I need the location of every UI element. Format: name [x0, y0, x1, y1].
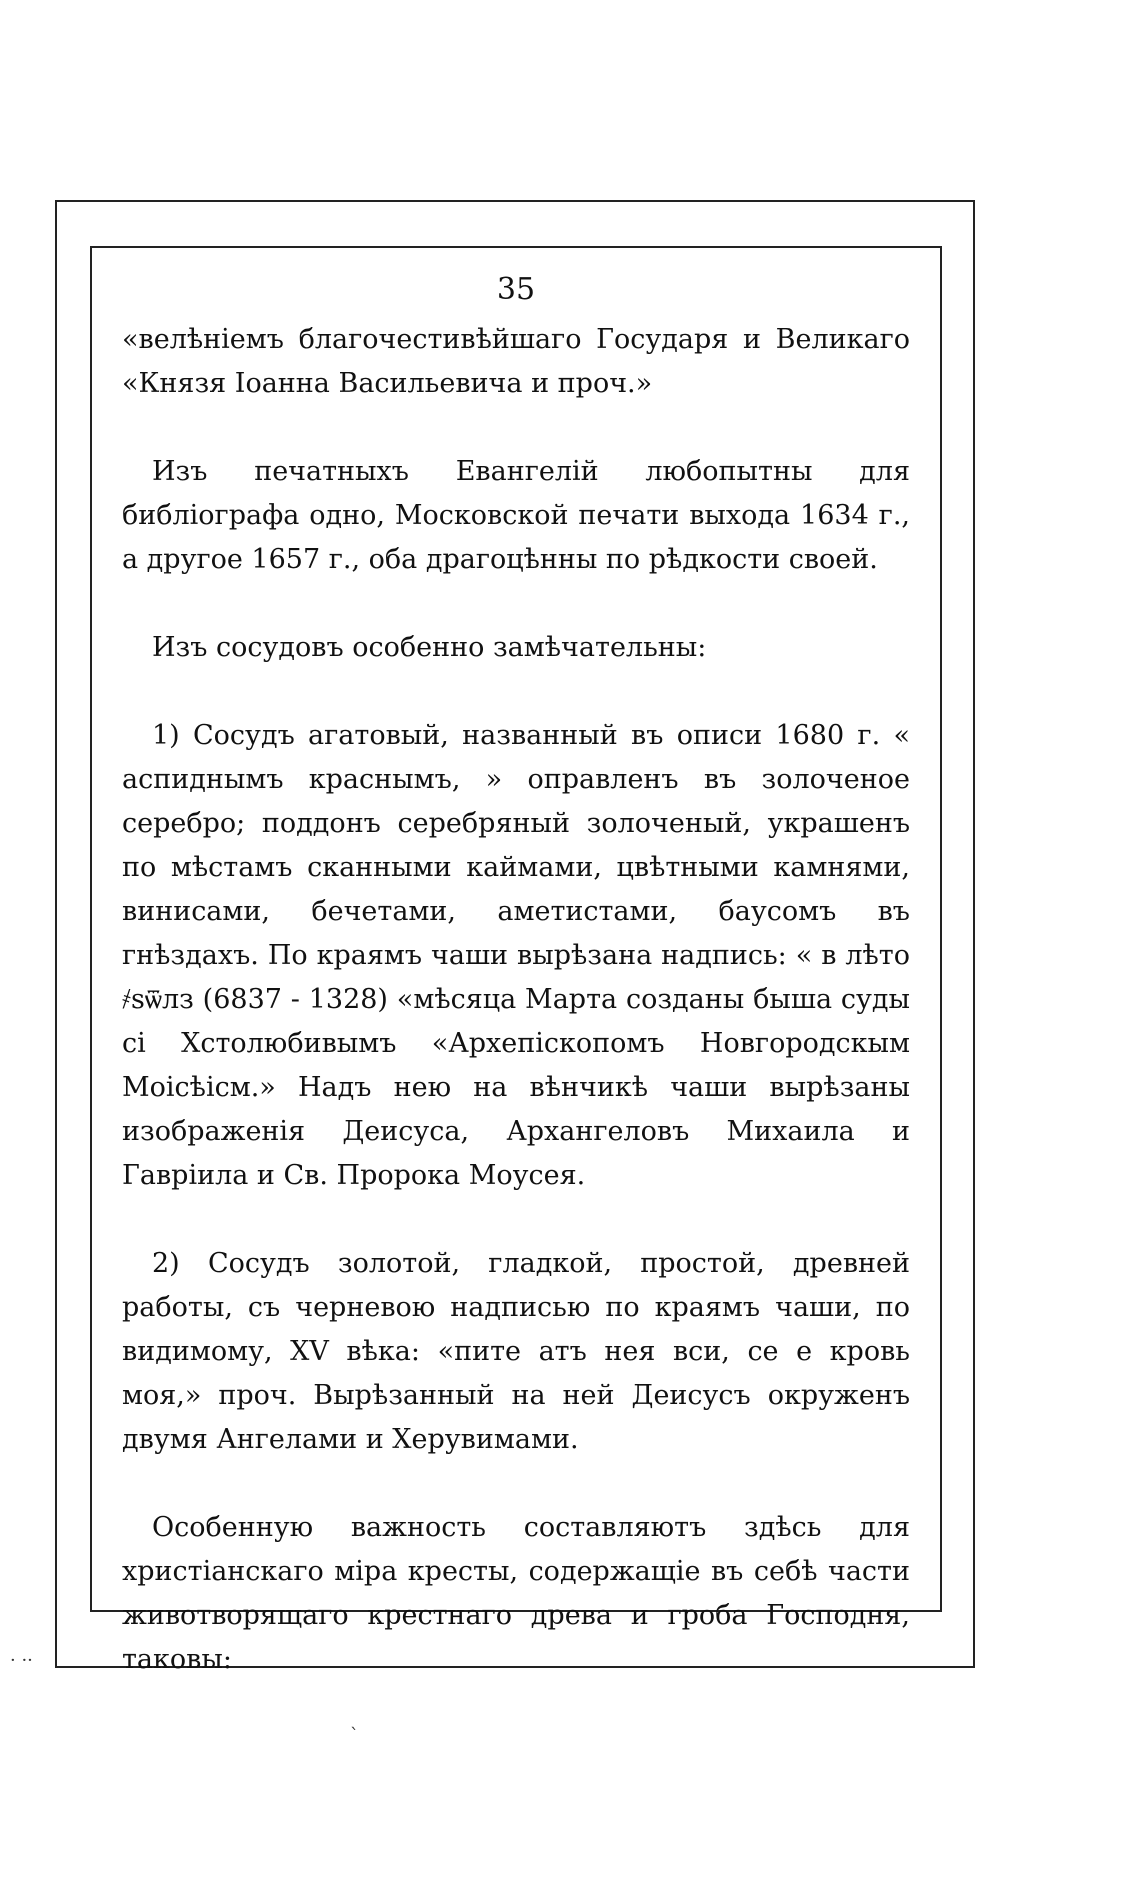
stray-mark-left: · ··: [10, 1650, 33, 1671]
stray-mark-bottom: ˋ: [350, 1725, 359, 1746]
page-frame-outer: [55, 200, 975, 1675]
page-frame-inner: [90, 246, 942, 1675]
paragraph-crosses: Особенную важность составляютъ здѣсь для христіанскаго міра кресты, содержащіе въ себѣ части животворящаго крестнаго древа и гроба Господня, таковы:: [122, 1512, 910, 1675]
paragraph-printed-gospels: Изъ печатныхъ Евангелій любопытны для библіографа одно, Московской печати выхода 1634 г., а другое 1657 г., оба драгоцѣнны по рѣдкости своей.: [122, 456, 910, 575]
page-content: [122, 268, 910, 1726]
paragraph-vessels-intro: Изъ сосудовъ особенно замѣчательны:: [152, 632, 707, 663]
page-number: 35: [496, 272, 536, 307]
paragraph-gold-vessel: 2) Сосудъ золотой, гладкой, простой, древней работы, съ черневою надписью по краямъ чаши, по видимому, XV вѣка: «пите атъ нея вси, се е кровь моя,» проч. Вырѣзанный на ней Деисусъ окруженъ двумя Ангелами и Херувимами.: [122, 1248, 910, 1455]
paragraph-decree-quote: «велѣніемъ благочестивѣйшаго Государя и Великаго «Князя Іоанна Васильевича и проч.»: [122, 324, 910, 399]
paragraph-agate-vessel: 1) Сосудъ агатовый, названный въ описи 1680 г. « аспиднымъ краснымъ, » оправленъ въ золоченое серебро; поддонъ серебряный золоченый, украшенъ по мѣстамъ сканными каймами, цвѣтными камнями, винисами, бечетами, аметистами, баусомъ въ гнѣздахъ. По краямъ чаши вырѣзана надпись: « в лѣто ҂ѕѿлз (6837 - 1328) «мѣсяца Марта созданы быша суды сі Хстолюбивымъ «Архепіскопомъ Новгородскым Моісѣісм.» Надъ нею на вѣнчикѣ чаши вырѣзаны изображенія Деисуса, Архангеловъ Михаила и Гавріила и Св. Пророка Моусея.: [122, 720, 910, 1191]
